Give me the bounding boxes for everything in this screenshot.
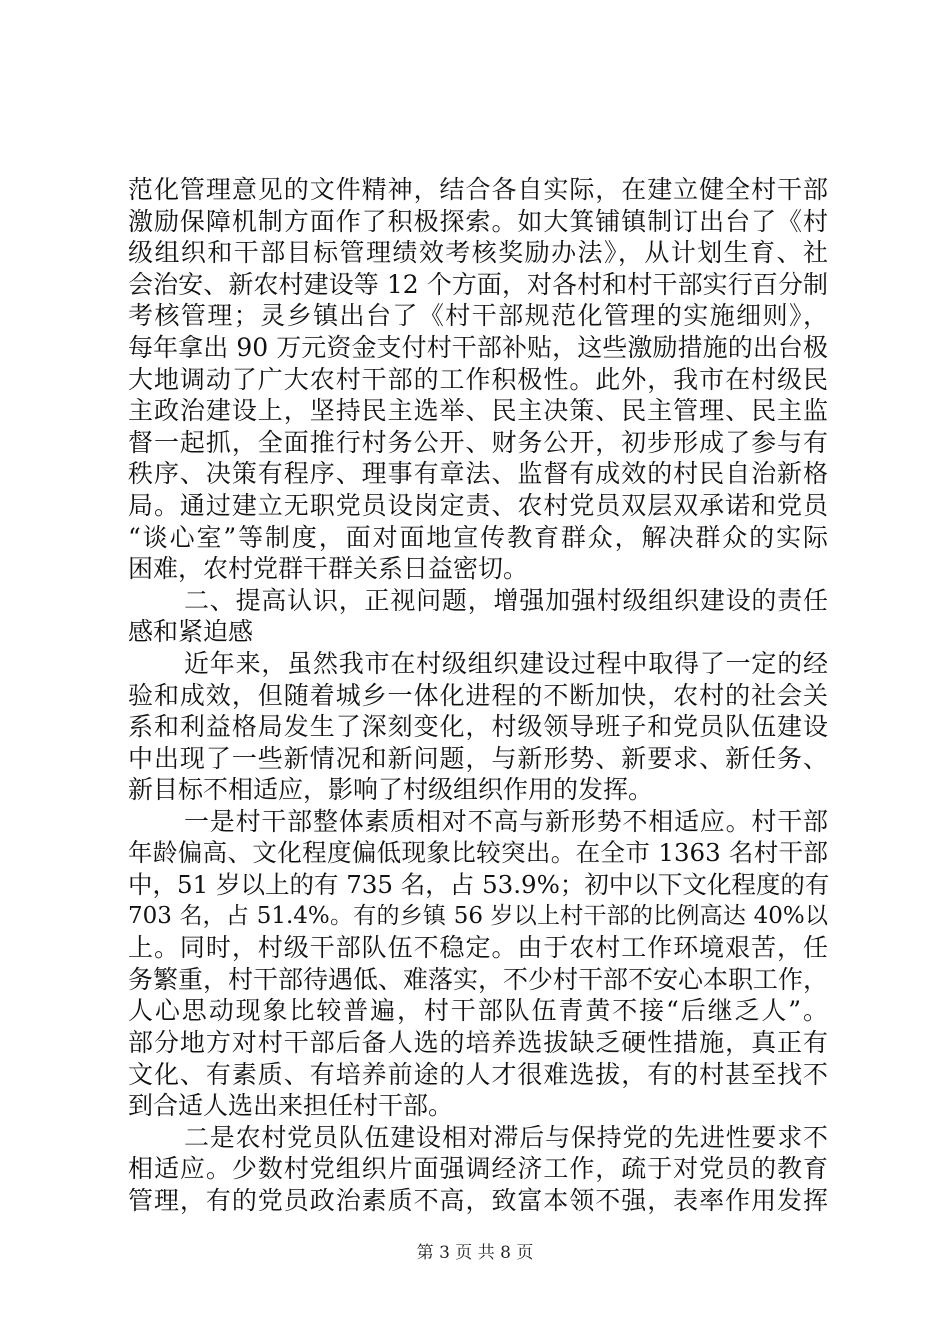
text-line: 年龄偏高、文化程度偏低现象比较突出。在全市 1363 名村干部 bbox=[128, 838, 828, 868]
body-text bbox=[128, 174, 828, 1217]
text-line: 二是农村党员队伍建设相对滞后与保持党的先进性要求不 bbox=[184, 1122, 828, 1152]
page-footer: 第 3 页 共 8 页 bbox=[416, 1243, 534, 1263]
text-line: 中，51 岁以上的有 735 名，占 53.9%；初中以下文化程度的有 bbox=[128, 870, 830, 900]
section-heading: 感和紧迫感 bbox=[128, 617, 254, 647]
text-line: 文化、有素质、有培养前途的人才很难选拔，有的村甚至找不 bbox=[128, 1059, 828, 1089]
text-line: 部分地方对村干部后备人选的培养选拔缺乏硬性措施，真正有 bbox=[128, 1028, 828, 1058]
text-line: 大地调动了广大农村干部的工作积极性。此外，我市在村级民 bbox=[128, 364, 828, 394]
text-line: 验和成效，但随着城乡一体化进程的不断加快，农村的社会关 bbox=[128, 680, 828, 710]
text-line: 新目标不相适应，影响了村级组织作用的发挥。 bbox=[128, 775, 654, 805]
text-line: 局。通过建立无职党员设岗定责、农村党员双层双承诺和党员 bbox=[128, 490, 828, 520]
text-line: 到合适人选出来担任村干部。 bbox=[128, 1091, 454, 1121]
text-line: 系和利益格局发生了深刻变化，村级领导班子和党员队伍建设 bbox=[128, 712, 828, 742]
text-line: 近年来，虽然我市在村级组织建设过程中取得了一定的经 bbox=[184, 648, 828, 678]
text-line: 上。同时，村级干部队伍不稳定。由于农村工作环境艰苦，任 bbox=[128, 933, 828, 963]
text-line: 703 名，占 51.4%。有的乡镇 56 岁以上村干部的比例高达 40%以 bbox=[128, 902, 828, 929]
text-line: 激励保障机制方面作了积极探索。如大箕铺镇制订出台了《村 bbox=[128, 206, 828, 236]
text-line: 督一起抓，全面推行村务公开、财务公开，初步形成了参与有 bbox=[128, 427, 828, 457]
text-line: 中出现了一些新情况和新问题，与新形势、新要求、新任务、 bbox=[128, 743, 828, 773]
text-line: 困难，农村党群干群关系日益密切。 bbox=[128, 554, 529, 584]
text-line: 秩序、决策有程序、理事有章法、监督有成效的村民自治新格 bbox=[128, 459, 828, 489]
text-line: 人心思动现象比较普遍，村干部队伍青黄不接“后继乏人”。 bbox=[128, 996, 828, 1026]
text-line: 考核管理；灵乡镇出台了《村干部规范化管理的实施细则》， bbox=[128, 301, 828, 331]
text-line: “谈心室”等制度，面对面地宣传教育群众，解决群众的实际 bbox=[128, 522, 828, 552]
text-line: 会治安、新农村建设等 12 个方面，对各村和村干部实行百分制 bbox=[128, 269, 828, 299]
text-line: 务繁重，村干部待遇低、难落实，不少村干部不安心本职工作， bbox=[128, 964, 829, 994]
text-line: 管理，有的党员政治素质不高，致富本领不强，表率作用发挥 bbox=[128, 1186, 828, 1215]
text-line: 一是村干部整体素质相对不高与新形势不相适应。村干部 bbox=[184, 806, 828, 836]
section-heading: 二、提高认识，正视问题，增强加强村级组织建设的责任 bbox=[184, 585, 828, 615]
text-line: 每年拿出 90 万元资金支付村干部补贴，这些激励措施的出台极 bbox=[128, 332, 828, 362]
text-line: 相适应。少数村党组织片面强调经济工作，疏于对党员的教育 bbox=[128, 1154, 828, 1184]
text-line: 主政治建设上，坚持民主选举、民主决策、民主管理、民主监 bbox=[128, 396, 828, 426]
text-line: 级组织和干部目标管理绩效考核奖励办法》，从计划生育、社 bbox=[128, 238, 828, 268]
text-line: 范化管理意见的文件精神，结合各自实际，在建立健全村干部 bbox=[128, 175, 828, 204]
